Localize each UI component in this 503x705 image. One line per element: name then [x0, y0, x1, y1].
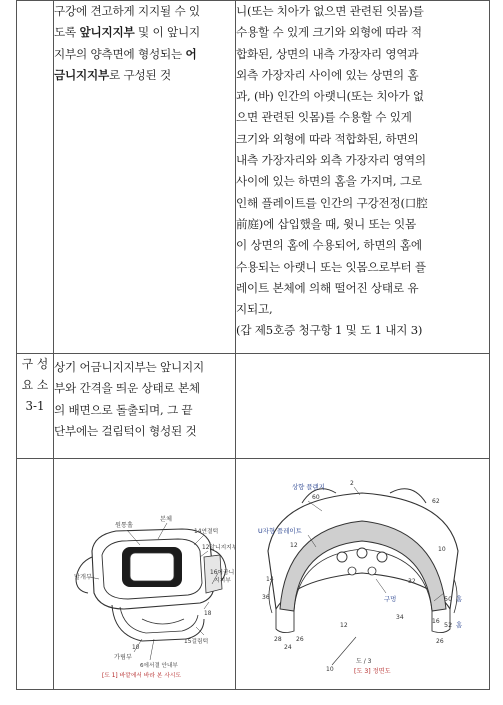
figure-1-caption: [도 1] 바깥에서 바라 본 사시도 — [102, 673, 182, 679]
fig3-label: 12 — [290, 542, 298, 549]
text-line — [54, 44, 235, 65]
text-line: 구강에 견고하게 지지될 수 있 — [54, 4, 200, 18]
fig3-label: 구멍 — [384, 595, 397, 603]
fig3-label: U자형 플레이트 — [258, 527, 302, 535]
fig1-label: 16어금니 — [210, 570, 235, 576]
fig3-number: 도 / 3 — [356, 658, 372, 665]
fig3-label: 10 — [326, 666, 334, 673]
text-line: 수용할 수 있게 크기와 외형에 따라 적 — [236, 25, 422, 40]
bold-term: 앞니지지부 — [79, 25, 135, 40]
fig3-label: 홈 — [456, 621, 463, 629]
label-cell-empty — [17, 1, 54, 354]
fig1-label: 본체 — [160, 516, 172, 523]
text-span: 및 이 앞니지 — [134, 25, 200, 40]
prior-art-text — [236, 1, 490, 354]
figure-3-caption: [도 3] 정면도 — [354, 668, 391, 675]
fig3-label: 62 — [432, 498, 440, 505]
text-line: 이 상면의 홈에 수용되어, 하면의 홈에 — [236, 238, 422, 253]
text-line: 내측 가장자리와 외측 가장자리 영역의 — [236, 153, 426, 168]
text-line: 부와 간격을 띄운 상태로 본체 — [54, 381, 200, 396]
text-line: 상기 어금니지지부는 앞니지지 — [54, 360, 204, 374]
fig3-label: 2 — [350, 480, 354, 487]
label-line: 요 소 — [21, 378, 49, 392]
text-span: 로 구성된 것 — [109, 67, 171, 82]
text-line: 과, (바) 인간의 아랫니(또는 치아가 없 — [236, 89, 424, 104]
bold-term: 금니지지부 — [54, 67, 109, 82]
claim-element-text — [54, 354, 236, 459]
empty-cell — [236, 354, 490, 459]
fig3-label: 16 — [432, 618, 440, 625]
fig3-label: 36 — [262, 594, 270, 601]
label-line: 3-1 — [25, 399, 45, 413]
bold-term: 어 — [185, 46, 197, 61]
fig1-label: 14연결턱 — [194, 529, 219, 535]
text-line: 사이에 있는 하면의 홈을 가지며, 그로 — [236, 174, 422, 189]
text-line: 외측 가장자리 사이에 있는 상면의 홈 — [236, 67, 419, 82]
fig3-label: 24 — [284, 644, 292, 651]
text-line: 니(또는 치아가 없으면 관련된 잇몸)를 — [236, 4, 424, 18]
fig1-label: 10 — [132, 645, 140, 651]
fig1-label: 18 — [204, 611, 212, 617]
label-cell-empty — [17, 459, 54, 690]
fig1-label: 지지부 — [214, 578, 231, 584]
text-line: 수용되는 아랫니 또는 잇몸으로부터 플 — [236, 259, 426, 274]
text-line: 크기와 외형에 따라 적합화된, 하면의 — [236, 131, 419, 146]
comparison-table — [16, 0, 490, 690]
fig1-label: 원통홀 — [115, 522, 133, 529]
fig3-label: 10 — [438, 546, 446, 553]
fig3-label: 50 — [444, 595, 453, 603]
label-line: 구 성 — [21, 357, 49, 371]
fig3-label: 26 — [296, 636, 304, 643]
fig1-label: 날개부 — [74, 574, 92, 581]
text-line: 前庭)에 삽입했을 때, 윗니 또는 잇몸 — [236, 216, 417, 231]
text-line: 레이트 본체에 의해 떨어진 상태로 유 — [236, 280, 419, 295]
text-line: (갑 제5호증 청구항 1 및 도 1 내지 3) — [236, 323, 423, 338]
table-row — [17, 1, 490, 354]
text-line: 지되고, — [236, 302, 273, 317]
figure-cell-right — [236, 459, 490, 690]
fig3-label: 28 — [274, 636, 282, 643]
text-line — [54, 22, 235, 43]
fig3-label: 60 — [312, 494, 320, 501]
text-span: 도록 — [54, 25, 80, 40]
fig1-label: 12앞니지지부 — [202, 545, 235, 551]
fig3-label: 홈 — [456, 595, 463, 603]
fig3-label: 14 — [266, 576, 274, 583]
text-line: 단부에는 걸림턱이 형성된 것 — [54, 423, 197, 438]
fig1-label: 6에서결 안내부 — [140, 663, 178, 669]
fig3-label: 상향 플랜지 — [292, 483, 325, 491]
fig1-label: 15걸림턱 — [184, 639, 209, 645]
figure-1-drawing — [54, 459, 235, 685]
text-line: 의 배면으로 돌출되며, 그 끝 — [54, 402, 193, 417]
text-line: 합화된, 상면의 내측 가장자리 영역과 — [236, 46, 419, 61]
text-span: 지부의 양측면에 형성되는 — [54, 46, 186, 61]
table-row — [17, 459, 490, 690]
fig3-label: 26 — [436, 638, 444, 645]
fig3-label: 32 — [408, 578, 416, 585]
text-line: 인해 플레이트를 인간의 구강전정(口腔 — [236, 195, 428, 210]
text-line: 으면 관련된 잇몸)를 수용할 수 있게 — [236, 110, 412, 125]
figure-cell-left — [54, 459, 236, 690]
fig3-label: 12 — [340, 622, 348, 629]
component-label — [17, 354, 54, 459]
fig1-label: 가림부 — [114, 654, 132, 661]
text-line — [54, 65, 235, 86]
claim-element-text — [54, 1, 236, 354]
fig3-label: 52 — [444, 621, 453, 629]
fig3-label: 34 — [396, 614, 404, 621]
table-row — [17, 354, 490, 459]
figure-3-drawing — [236, 459, 489, 685]
